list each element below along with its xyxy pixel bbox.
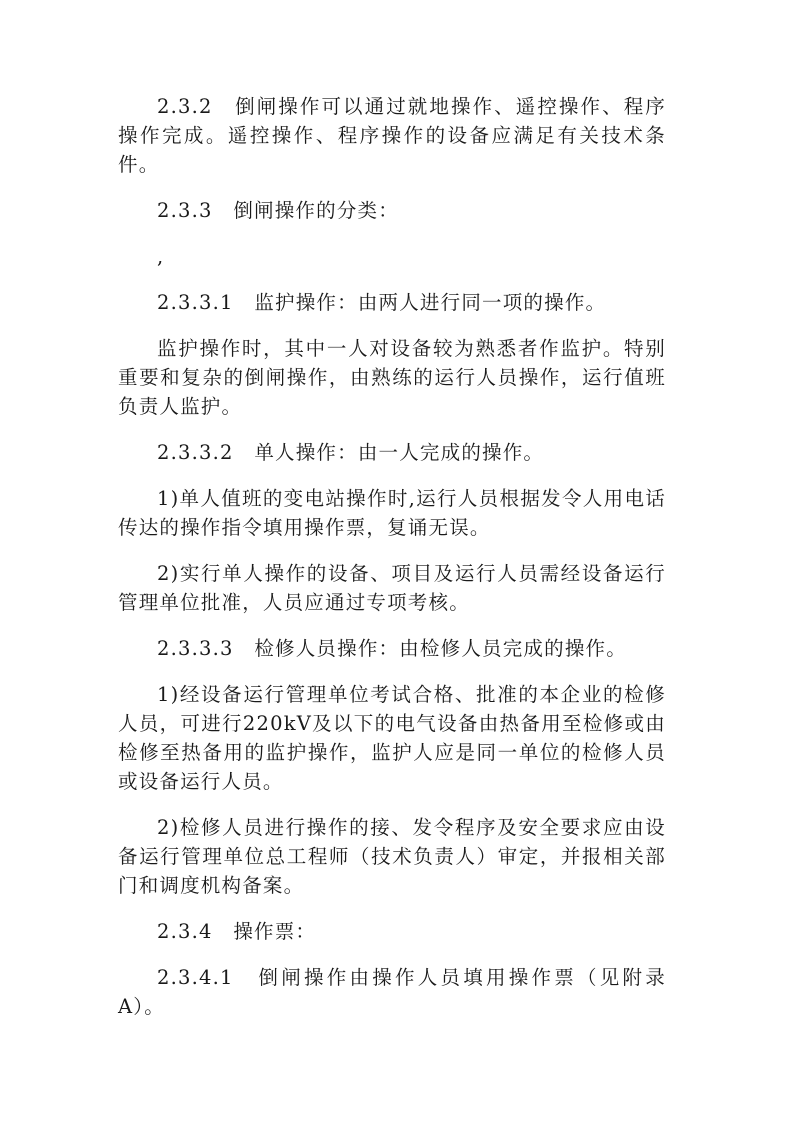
heading-2-3-4: 2.3.4 操作票： bbox=[157, 920, 317, 943]
heading-2-3-3-1: 2.3.3.1 监护操作：由两人进行同一项的操作。 bbox=[157, 291, 607, 314]
item-maintenance-2: 2)检修人员进行操作的接、发令程序及安全要求应由设备运行管理单位总工程师（技术负责人）审定，并报相关部门和调度机构备案。 bbox=[118, 816, 666, 897]
heading-2-3-3: 2.3.3 倒闸操作的分类： bbox=[157, 199, 399, 222]
heading-2-3-3-3: 2.3.3.3 检修人员操作：由检修人员完成的操作。 bbox=[157, 637, 627, 660]
stray-comma: , bbox=[157, 245, 164, 268]
paragraph-supervision: 监护操作时，其中一人对设备较为熟悉者作监护。特别重要和复杂的倒闸操作，由熟练的运行人员操作，运行值班负责人监护。 bbox=[118, 337, 666, 418]
paragraph-2-3-2: 2.3.2 倒闸操作可以通过就地操作、遥控操作、程序操作完成。遥控操作、程序操作的设备应满足有关技术条件。 bbox=[118, 95, 666, 176]
item-single-1: 1)单人值班的变电站操作时,运行人员根据发令人用电话传达的操作指令填用操作票，复诵无误。 bbox=[118, 487, 666, 539]
item-maintenance-1: 1)经设备运行管理单位考试合格、批准的本企业的检修人员，可进行220kV及以下的电气设备由热备用至检修或由检修至热备用的监护操作，监护人应是同一单位的检修人员或设备运行人员。 bbox=[118, 683, 666, 793]
heading-2-3-4-1: 2.3.4.1 倒闸操作由操作人员填用操作票（见附录A）。 bbox=[118, 966, 666, 1018]
item-single-2: 2)实行单人操作的设备、项目及运行人员需经设备运行管理单位批准，人员应通过专项考核。 bbox=[118, 562, 666, 614]
document-page bbox=[118, 92, 666, 1038]
heading-2-3-3-2: 2.3.3.2 单人操作：由一人完成的操作。 bbox=[157, 441, 545, 464]
